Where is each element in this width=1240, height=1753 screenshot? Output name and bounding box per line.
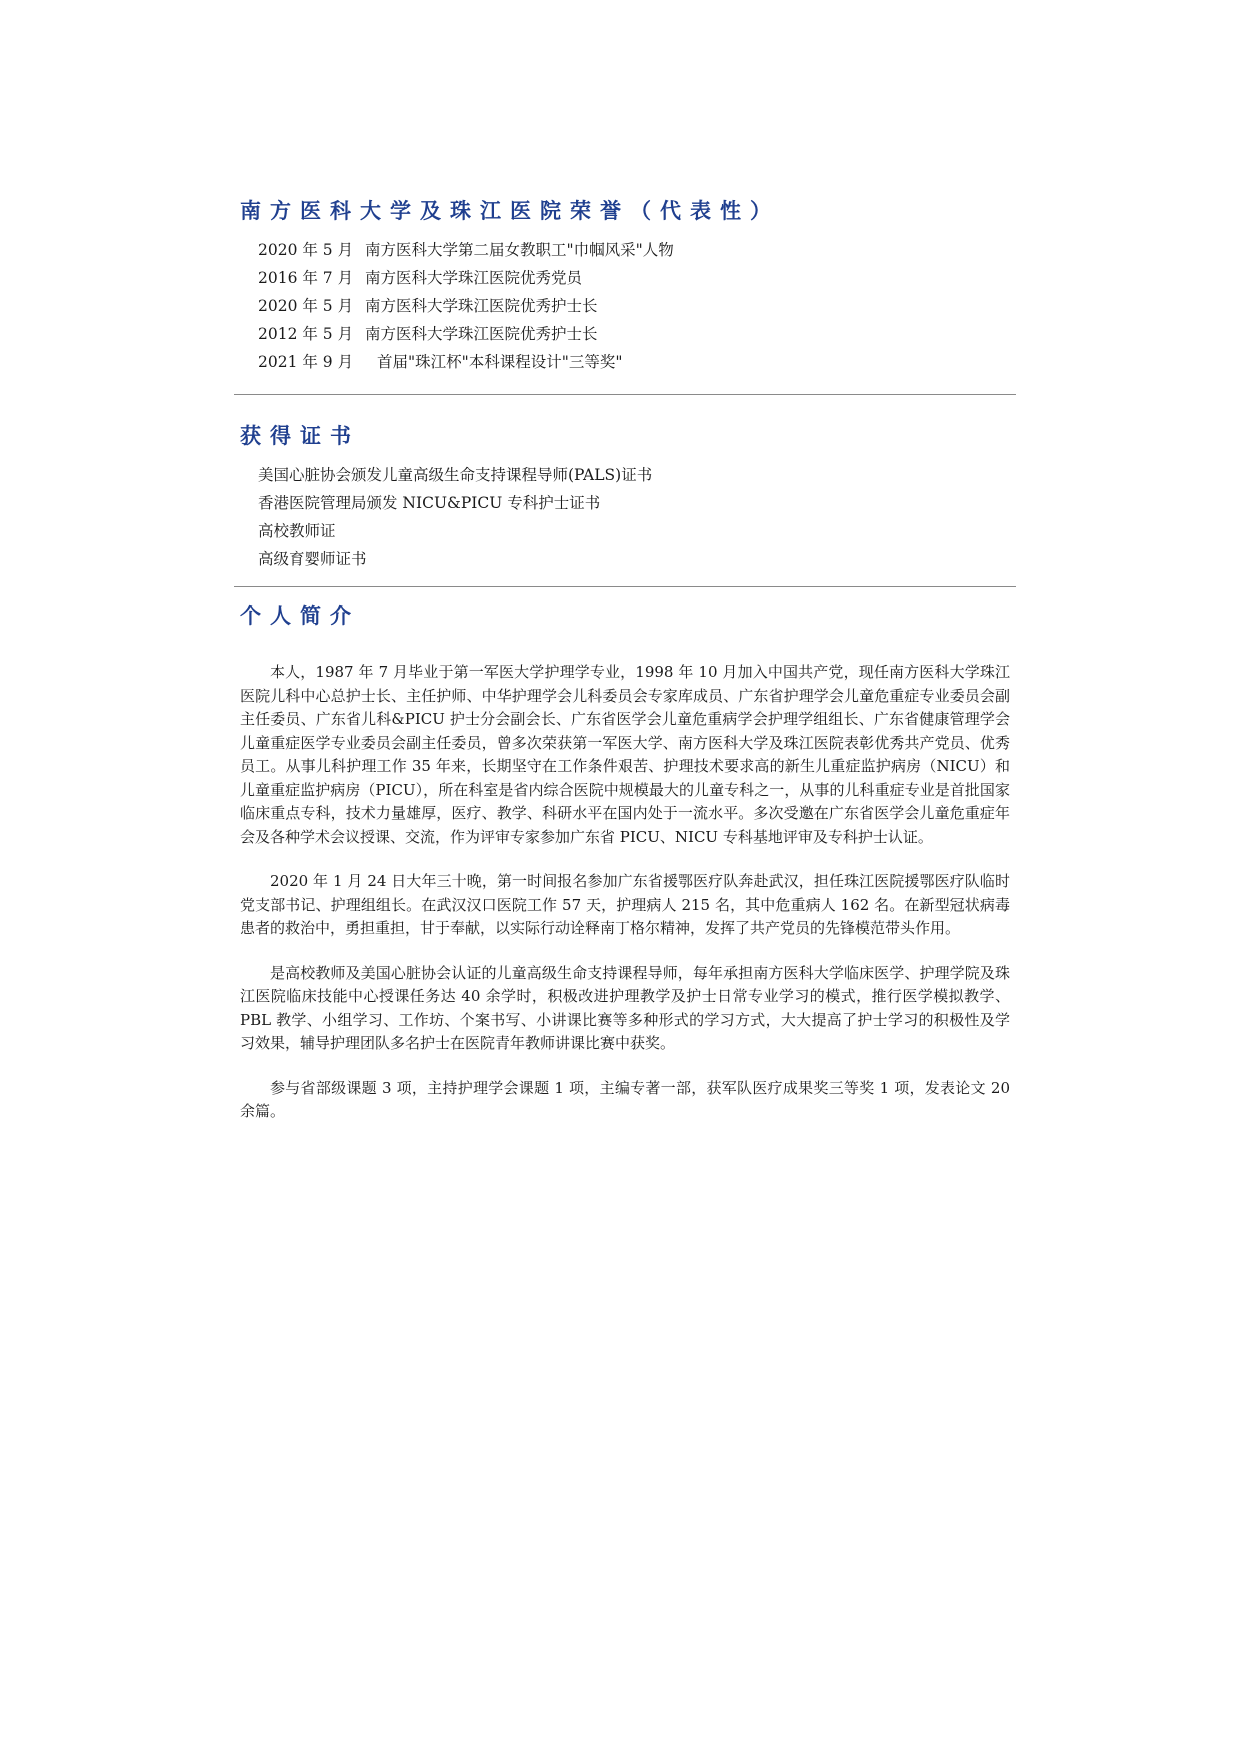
certificate-item: 香港医院管理局颁发 NICU&PICU 专科护士证书 <box>258 494 601 512</box>
bio-paragraph: 本人，1987 年 7 月毕业于第一军医大学护理学专业，1998 年 10 月加入中国共产党，现任南方医科大学珠江医院儿科中心总护士长、主任护师、中华护理学会儿科委员会专家库成员、广东省护理学会儿童危重症专业委员会副主任委员、广东省儿科&PICU 护士分会副会长、广东省医学会儿童危重病学会护理学组组长、广东省健康管理学会儿童重症医学专业委员会副主任委员，曾多次荣获第一军医大学、南方医科大学及珠江医院表彰优秀共产党员、优秀员工。从事儿科护理工作 35 年来，长期坚守在工作条件艰苦、护理技术要求高的新生儿重症监护病房（NICU）和儿童重症监护病房（PICU），所在科室是省内综合医院中规模最大的儿童专科之一，从事的儿科重症专业是首批国家临床重点专科，技术力量雄厚，医疗、教学、科研水平在国内处于一流水平。多次受邀在广东省医学会儿童危重症年会及各种学术会议授课、交流，作为评审专家参加广东省 PICU、NICU 专科基地评审及专科护士认证。 <box>240 663 1010 846</box>
honor-item <box>258 264 1010 292</box>
honors-list <box>258 236 1010 376</box>
honor-item <box>258 320 1010 348</box>
honor-text: 南方医科大学珠江医院优秀护士长 <box>365 325 598 343</box>
honor-text: 南方医科大学珠江医院优秀护士长 <box>365 297 598 315</box>
bio-body <box>240 661 1010 1124</box>
honor-item <box>258 292 1010 320</box>
certificates-list <box>258 461 1010 573</box>
honors-title: 南方医科大学及珠江医院荣誉（代表性） <box>240 199 780 223</box>
honor-date: 2012 年 5 月 <box>258 325 354 343</box>
certificate-item: 高级育婴师证书 <box>258 550 367 568</box>
honor-item <box>258 348 1010 376</box>
bio-paragraph: 2020 年 1 月 24 日大年三十晚，第一时间报名参加广东省援鄂医疗队奔赴武汉，担任珠江医院援鄂医疗队临时党支部书记、护理组组长。在武汉汉口医院工作 57 天，护理病人 215 名，其中危重病人 162 名。在新型冠状病毒患者的救治中，勇担重担，甘于奉献，以实际行动诠释南丁格尔精神，发挥了共产党员的先锋模范带头作用。 <box>240 872 1010 937</box>
document-page <box>240 196 1010 1145</box>
bio-section <box>240 587 1010 1124</box>
honor-date: 2020 年 5 月 <box>258 297 354 315</box>
honor-item <box>258 236 1010 264</box>
certificate-item: 高校教师证 <box>258 522 336 540</box>
bio-title: 个人简介 <box>240 604 360 628</box>
bio-paragraph: 参与省部级课题 3 项，主持护理学会课题 1 项，主编专著一部，获军队医疗成果奖三等奖 1 项，发表论文 20 余篇。 <box>240 1078 1010 1120</box>
honor-text: 南方医科大学第二届女教职工"巾帼风采"人物 <box>365 241 674 259</box>
honor-text: 南方医科大学珠江医院优秀党员 <box>365 269 583 287</box>
honor-date: 2021 年 9 月 <box>258 353 354 371</box>
certificate-item: 美国心脏协会颁发儿童高级生命支持课程导师(PALS)证书 <box>258 466 653 484</box>
honor-date: 2016 年 7 月 <box>258 269 354 287</box>
honors-section <box>240 196 1010 376</box>
honor-date: 2020 年 5 月 <box>258 241 354 259</box>
bio-paragraph: 是高校教师及美国心脏协会认证的儿童高级生命支持课程导师，每年承担南方医科大学临床医学、护理学院及珠江医院临床技能中心授课任务达 40 余学时，积极改进护理教学及护士日常专业学习的模式，推行医学模拟教学、PBL 教学、小组学习、工作坊、个案书写、小讲课比赛等多种形式的学习方式，大大提高了护士学习的积极性及学习效果，辅导护理团队多名护士在医院青年教师讲课比赛中获奖。 <box>240 963 1010 1052</box>
honor-text: 首届"珠江杯"本科课程设计"三等奖" <box>377 353 623 371</box>
certificates-section <box>240 395 1010 573</box>
certificates-title: 获得证书 <box>240 424 360 448</box>
